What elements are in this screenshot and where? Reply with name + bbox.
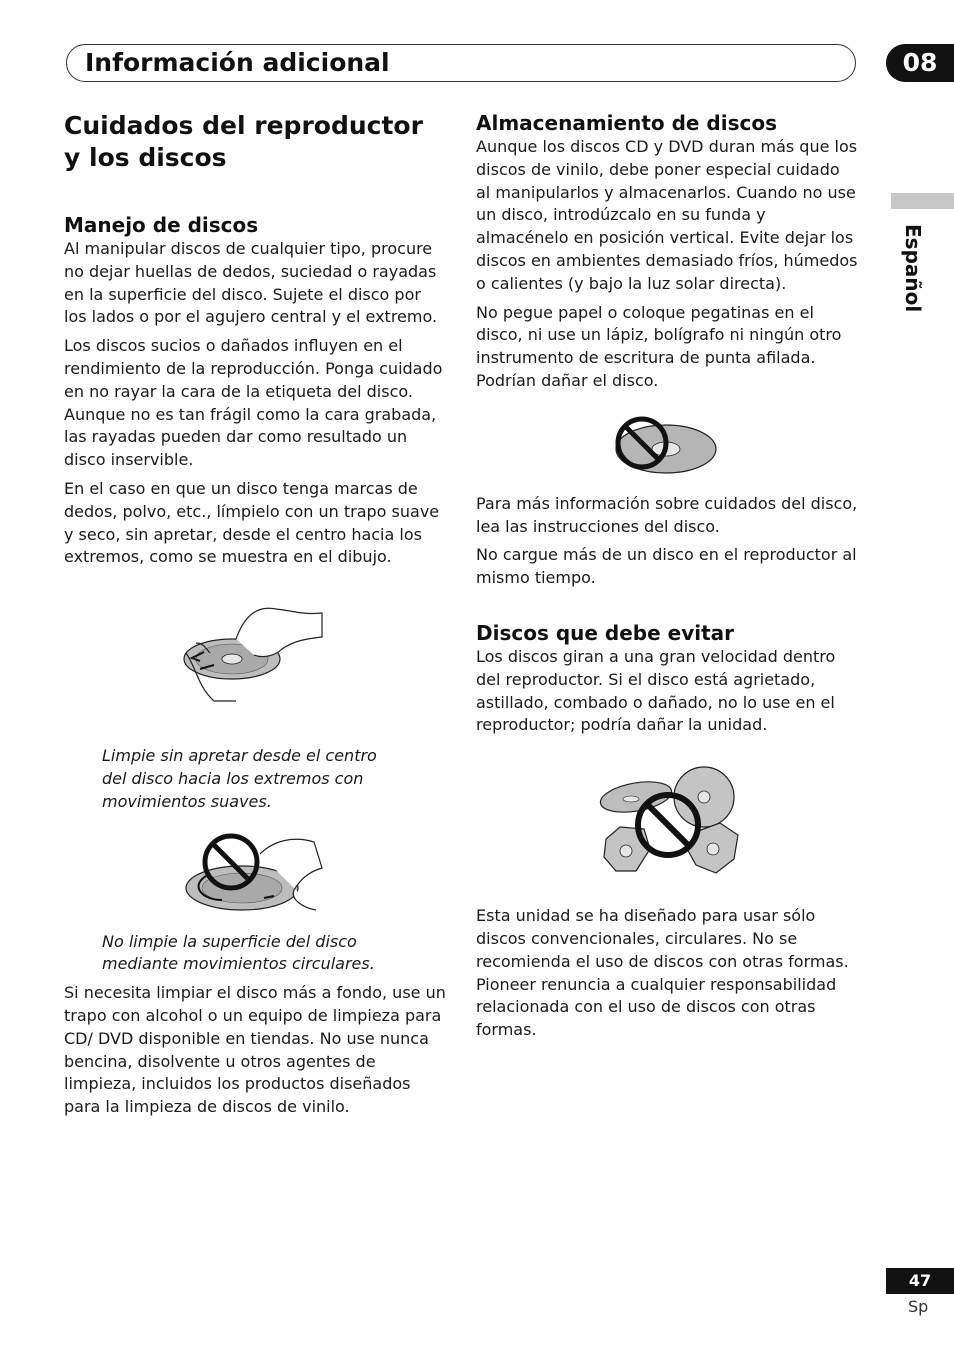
chapter-number-badge: 08 (886, 44, 954, 82)
disc-cleaning-illustration (64, 597, 446, 725)
handling-paragraph-3: En el caso en que un disco tenga marcas de dedos, polvo, etc., límpielo con un trapo suave y seco, sin apretar, desde el centro hacia los extremos, como se muestra en el dibujo. (64, 478, 440, 567)
page-language-code: Sp (908, 1297, 929, 1316)
disc-circular-cleaning-illustration (64, 828, 446, 923)
storage-paragraph-3: Para más información sobre cuidados del disco, lea las instrucciones del disco. (476, 493, 858, 536)
page-number: 47 (886, 1268, 954, 1294)
avoid-paragraph-2: Esta unidad se ha diseñado para usar sólo discos convencionales, circulares. No se recomienda el uso de discos con otras formas. Pioneer renuncia a cualquier responsabilidad relacionada con el uso de discos con otras formas. (476, 906, 849, 1040)
chapter-header (66, 44, 856, 82)
irregular-discs-illustration (476, 765, 858, 891)
handling-paragraph-1: Al manipular discos de cualquier tipo, procure no dejar huellas de dedos, suciedad o rayadas en la superficie del disco. Sujete el disco por los lados o por el agujero central y el extremo. (64, 239, 438, 327)
avoid-paragraph-1: Los discos giran a una gran velocidad dentro del reproductor. Si el disco está agrietado, astillado, combado o dañado, no lo use en el reproductor; podría dañar la unidad. (476, 646, 836, 735)
prohibited-icon (638, 795, 698, 855)
storage-paragraph-2: No pegue papel o coloque pegatinas en el disco, ni use un lápiz, bolígrafo ni ningún otro instrumento de escritura de punta afilada. Podrían dañar el disco. (476, 302, 842, 390)
caption-clean-incorrect: No limpie la superficie del disco mediante movimientos circulares. (102, 931, 375, 974)
section-title: Cuidados del reproductor y los discos (64, 111, 423, 172)
caption-clean-correct: Limpie sin apretar desde el centro del disco hacia los extremos con movimientos suaves. (102, 746, 377, 811)
storage-paragraph-1: Aunque los discos CD y DVD duran más que los discos de vinilo, debe poner especial cuidado al manipularlos y almacenarlos. Cuando no use un disco, introdúzcalo en su funda y almacénelo en posición vertical. Evite dejar los discos en ambientes demasiado fríos, húmedos o calientes (y bajo la luz solar directa). (476, 137, 858, 293)
disc-no-writing-illustration (476, 409, 858, 475)
right-column (476, 110, 858, 1048)
handling-heading: Manejo de discos (64, 213, 259, 237)
disc-icon (686, 823, 738, 873)
left-column (64, 110, 446, 1125)
avoid-heading: Discos que debe evitar (476, 620, 735, 645)
disc-icon (604, 827, 650, 871)
language-tab: Español (901, 224, 925, 313)
figure-clean-incorrect (64, 828, 446, 923)
storage-paragraph-4: No cargue más de un disco en el reproductor al mismo tiempo. (476, 545, 857, 588)
language-tab-bar (891, 193, 954, 209)
handling-paragraph-2: Los discos sucios o dañados influyen en el rendimiento de la reproducción. Ponga cuidado en no rayar la cara de la etiqueta del disco. Aunque no es tan frágil como la cara grabada, las rayadas pueden dar como resultado un disco inservible. (64, 336, 443, 470)
storage-heading: Almacenamiento de discos (476, 111, 778, 135)
figure-no-stickers (476, 409, 858, 475)
chapter-title: Información adicional (85, 48, 390, 77)
handling-paragraph-4: Si necesita limpiar el disco más a fondo, use un trapo con alcohol o un equipo de limpieza para CD/ DVD disponible en tiendas. No use nunca bencina, disolvente u otros agentes de limpieza, incluidos los productos diseñados para la limpieza de discos de vinilo. (64, 983, 446, 1117)
figure-clean-correct (64, 597, 446, 725)
figure-irregular-discs (476, 765, 858, 891)
